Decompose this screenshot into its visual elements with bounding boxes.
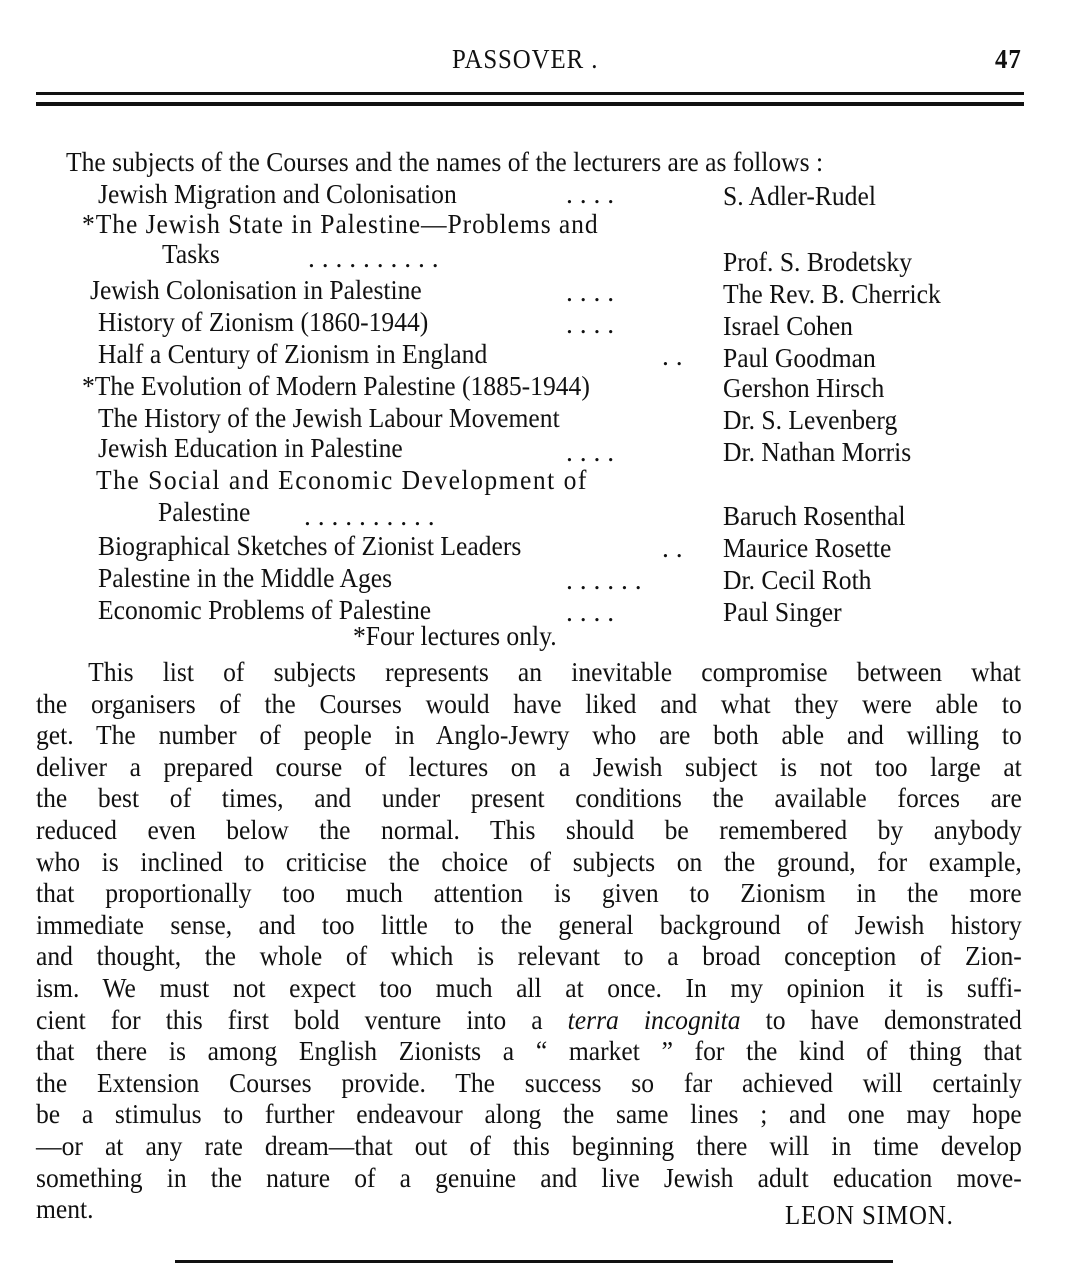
course-title: History of Zionism (1860-1944) <box>98 306 429 337</box>
lecturer-name: Israel Cohen <box>723 310 853 341</box>
italic-phrase: terra incognita <box>567 1003 741 1035</box>
dot-leader: . . . . <box>566 178 615 209</box>
course-title: Economic Problems of Palestine <box>98 594 432 625</box>
lecturer-name: Dr. Cecil Roth <box>723 564 872 595</box>
body-line: and thought, the whole of which is relevant to a broad conception of Zion- <box>36 940 1022 972</box>
course-title: The Social and Economic Development of <box>96 464 588 495</box>
course-title: Jewish Migration and Colonisation <box>98 178 457 209</box>
running-title: PASSOVER . <box>452 44 599 74</box>
course-title: *The Evolution of Modern Palestine (1885-1944) <box>82 370 590 401</box>
dot-leader: . . . . . . . . . . <box>308 242 439 273</box>
header-rule-bottom <box>36 102 1024 106</box>
dot-leader: . . <box>662 340 683 371</box>
author-signature: LEON SIMON. <box>785 1200 954 1230</box>
lecturer-name: S. Adler-Rudel <box>723 180 876 211</box>
body-line: the Extension Courses provide. The success so far achieved will certainly <box>36 1066 1022 1098</box>
lecturer-name: Prof. S. Brodetsky <box>723 246 912 277</box>
footnote: *Four lectures only. <box>353 620 557 651</box>
footer-rule <box>175 1260 893 1263</box>
body-text: cient for this first bold venture into a <box>36 1003 543 1035</box>
lecturer-name: The Rev. B. Cherrick <box>723 278 941 309</box>
dot-leader: . . <box>662 532 683 563</box>
lecturer-name: Dr. S. Levenberg <box>723 404 898 435</box>
body-line: something in the nature of a genuine and live Jewish adult education move- <box>36 1161 1022 1193</box>
body-line-with-italic <box>36 1004 1022 1036</box>
header-rule-top <box>36 92 1024 95</box>
intro-sentence: The subjects of the Courses and the names of the lecturers are as follows : <box>66 146 824 177</box>
course-title: Jewish Colonisation in Palestine <box>90 274 422 305</box>
course-title: *The Jewish State in Palestine—Problems and <box>82 208 599 239</box>
course-title: Half a Century of Zionism in England <box>98 338 488 369</box>
dot-leader: . . . . . . . . . . <box>304 500 435 531</box>
course-title-continuation: Tasks <box>162 238 220 269</box>
lecturer-name: Dr. Nathan Morris <box>723 436 912 467</box>
course-title: Palestine in the Middle Ages <box>98 562 393 593</box>
course-title: Biographical Sketches of Zionist Leaders <box>98 530 522 561</box>
body-line: deliver a prepared course of lectures on a Jewish subject is not too large at <box>36 750 1022 782</box>
body-line: that proportionally too much attention is given to Zionism in the more <box>36 877 1022 909</box>
body-line: that there is among English Zionists a “ market ” for the kind of thing that <box>36 1035 1022 1067</box>
body-line: who is inclined to criticise the choice of subjects on the ground, for example, <box>36 845 1022 877</box>
course-title: Jewish Education in Palestine <box>98 432 403 463</box>
body-line: be a stimulus to further endeavour along the same lines ; and one may hope <box>36 1098 1022 1130</box>
dot-leader: . . . . <box>566 596 615 627</box>
body-paragraph <box>36 656 1022 1225</box>
lecturer-name: Baruch Rosenthal <box>723 500 906 531</box>
course-title: The History of the Jewish Labour Movement <box>98 402 560 433</box>
body-line: the organisers of the Courses would have liked and what they were able to <box>36 687 1022 719</box>
dot-leader: . . . . . . <box>566 564 642 595</box>
lecturer-name: Gershon Hirsch <box>723 372 885 403</box>
body-text: to have demonstrated <box>765 1003 1022 1035</box>
body-line: reduced even below the normal. This should be remembered by anybody <box>36 813 1022 845</box>
page-number: 47 <box>995 44 1022 74</box>
dot-leader: . . . . <box>566 436 615 467</box>
dot-leader: . . . . <box>566 276 615 307</box>
course-title-continuation: Palestine <box>158 496 251 527</box>
lecturer-name: Maurice Rosette <box>723 532 892 563</box>
body-line: the best of times, and under present conditions the available forces are <box>36 782 1022 814</box>
body-line: immediate sense, and too little to the general background of Jewish history <box>36 908 1022 940</box>
dot-leader: . . . . <box>566 308 615 339</box>
lecturer-name: Paul Singer <box>723 596 842 627</box>
lecturer-name: Paul Goodman <box>723 342 876 373</box>
body-line: get. The number of people in Anglo-Jewry who are both able and willing to <box>36 719 1022 751</box>
body-line: This list of subjects represents an inevitable compromise between what <box>88 656 1021 687</box>
body-line: ism. We must not expect too much all at once. In my opinion it is suffi- <box>36 971 1022 1003</box>
body-line: ment. <box>36 1193 94 1225</box>
body-line: —or at any rate dream—that out of this beginning there will in time develop <box>36 1129 1022 1161</box>
